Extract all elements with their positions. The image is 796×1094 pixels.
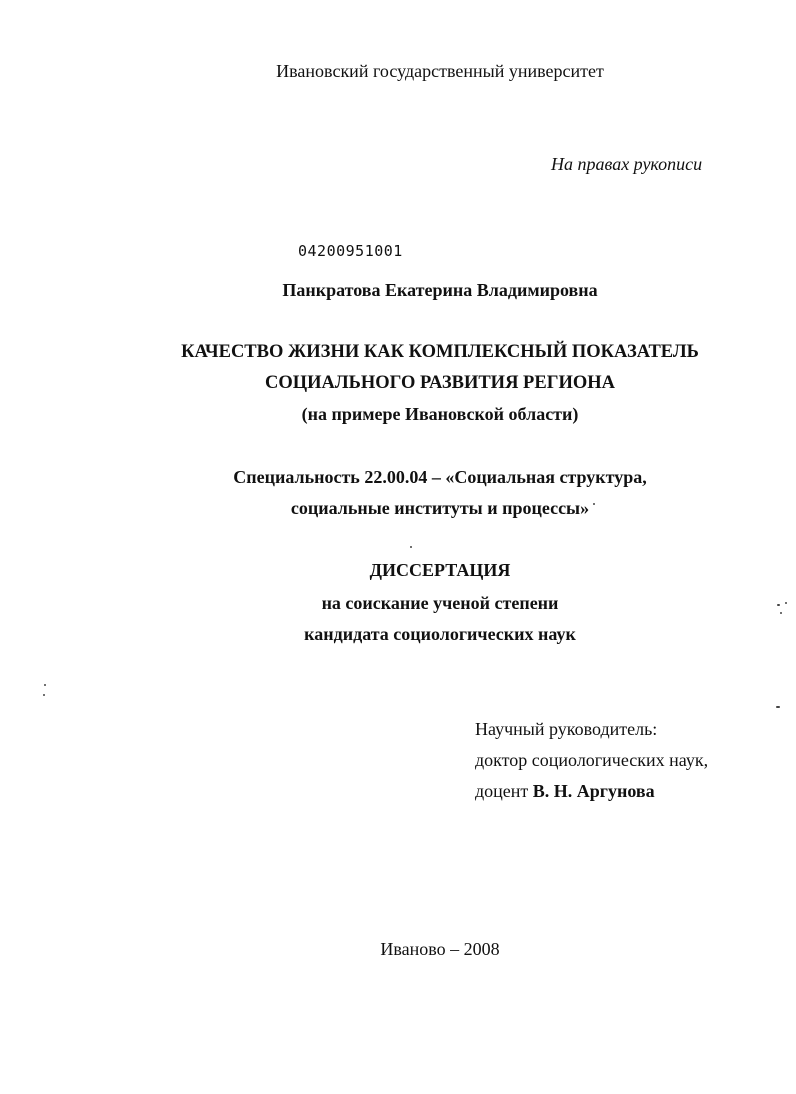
scan-speck xyxy=(777,604,780,606)
university-name: Ивановский государственный университет xyxy=(276,61,604,81)
title-subtitle: (на примере Ивановской области) xyxy=(301,404,579,424)
scan-speck xyxy=(593,503,595,505)
stamp-number: 04200951001 xyxy=(298,242,403,260)
supervisor-title-line xyxy=(475,780,655,802)
manuscript-note: На правах рукописи xyxy=(551,154,703,174)
author-name: Панкратова Екатерина Владимировна xyxy=(282,280,598,300)
scan-speck xyxy=(43,694,45,696)
supervisor-degree: доктор социологических наук, xyxy=(475,750,709,770)
scan-speck xyxy=(776,706,780,708)
dissertation-label: ДИССЕРТАЦИЯ xyxy=(369,560,511,580)
degree-line-1: на соискание ученой степени xyxy=(321,593,559,613)
title-line-2: СОЦИАЛЬНОГО РАЗВИТИЯ РЕГИОНА xyxy=(265,373,615,393)
scan-speck xyxy=(780,612,782,614)
supervisor-title-prefix: доцент xyxy=(475,781,529,801)
place-year: Иваново – 2008 xyxy=(380,939,500,959)
scan-speck xyxy=(410,546,412,548)
specialty-line-1: Специальность 22.00.04 – «Социальная структура, xyxy=(233,467,647,487)
scan-speck xyxy=(44,684,46,686)
title-line-1: КАЧЕСТВО ЖИЗНИ КАК КОМПЛЕКСНЫЙ ПОКАЗАТЕЛЬ xyxy=(181,342,699,362)
degree-line-2: кандидата социологических наук xyxy=(304,624,576,644)
supervisor-label: Научный руководитель: xyxy=(475,719,658,739)
scan-speck xyxy=(785,602,787,604)
supervisor-name: В. Н. Аргунова xyxy=(532,781,655,801)
specialty-line-2: социальные институты и процессы» xyxy=(290,498,590,518)
